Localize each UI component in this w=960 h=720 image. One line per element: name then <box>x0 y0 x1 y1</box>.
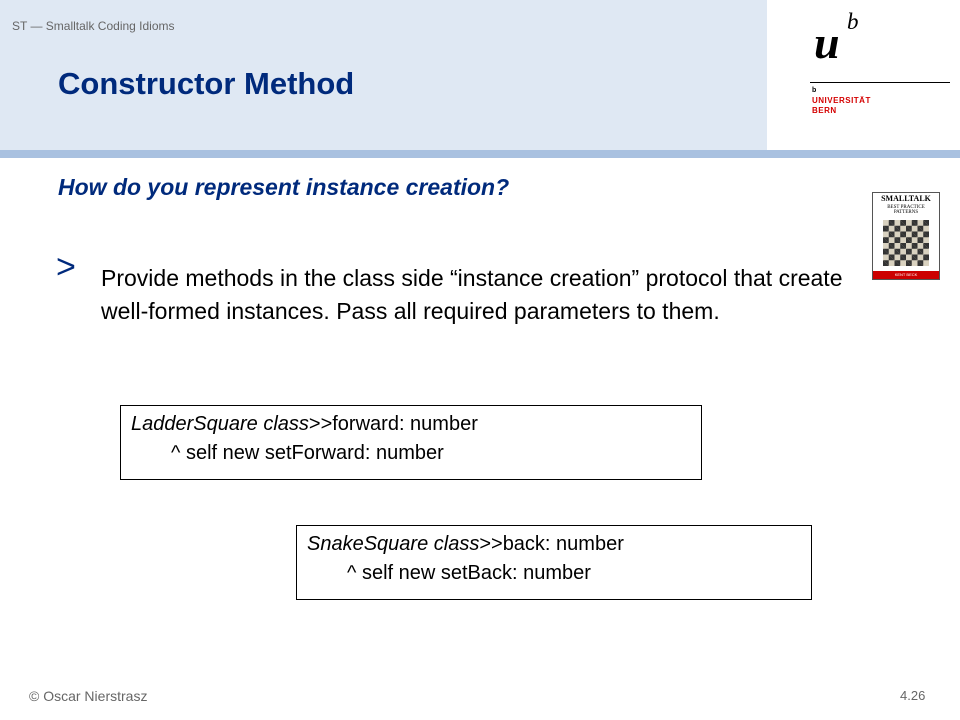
slide-title: Constructor Method <box>58 66 355 101</box>
logo-university-name <box>812 96 871 116</box>
logo-line-bern: BERN <box>812 106 837 115</box>
logo-u-glyph: u <box>814 17 840 68</box>
logo-b-glyph: b <box>847 9 859 34</box>
logo-small-b: b <box>812 87 817 94</box>
code-class-name: LadderSquare class <box>131 413 309 435</box>
code-selector: >>back: number <box>479 533 624 555</box>
course-label: ST — Smalltalk Coding Idioms <box>12 19 175 33</box>
question-heading: How do you represent instance creation? <box>58 174 510 200</box>
code-line-body: ^ self new setForward: number <box>171 442 444 464</box>
code-box-ladder <box>120 405 702 480</box>
university-logo <box>810 8 952 123</box>
logo-divider <box>810 82 950 83</box>
code-line-body: ^ self new setBack: number <box>347 562 591 584</box>
bullet-arrow-icon: > <box>56 248 76 286</box>
header-rule <box>0 150 960 158</box>
code-selector: >>forward: number <box>308 413 478 435</box>
book-author: KENT BECK <box>873 271 939 279</box>
code-line-signature <box>307 530 801 559</box>
bullet-text: Provide methods in the class side “instance creation” protocol that create well-formed instances. Pass all required parameters to them. <box>101 265 843 324</box>
footer-page-number: 4.26 <box>900 688 926 703</box>
book-title: SMALLTALK <box>881 194 931 203</box>
logo-line-universitat: UNIVERSITÄT <box>812 96 871 105</box>
footer-copyright: © Oscar Nierstrasz <box>29 688 148 704</box>
book-subtitle: BEST PRACTICE PATTERNS <box>887 205 925 215</box>
book-cover-image <box>872 192 940 280</box>
code-class-name: SnakeSquare class <box>307 533 480 555</box>
chessboard-illustration <box>883 220 929 266</box>
code-line-signature <box>131 410 691 439</box>
code-box-snake <box>296 525 812 600</box>
